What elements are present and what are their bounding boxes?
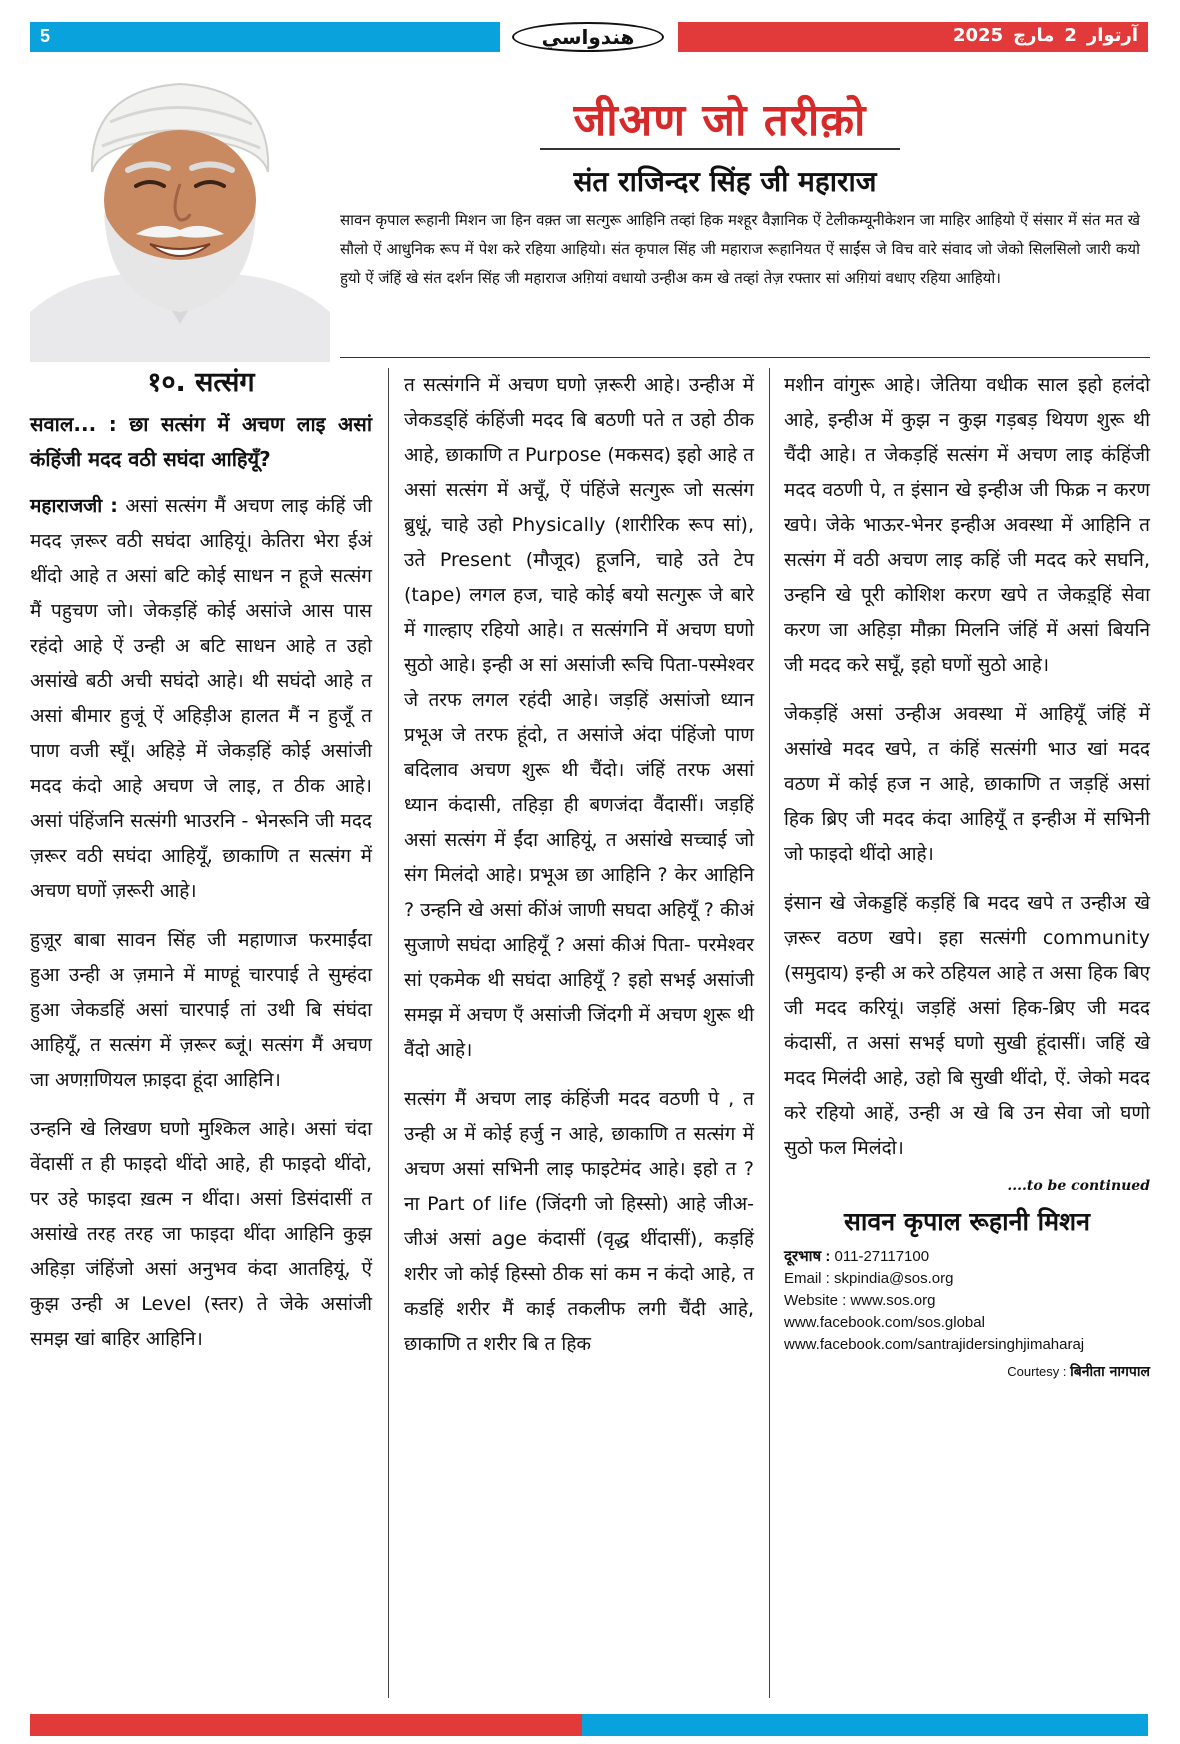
date-year: 2025 <box>953 25 1004 46</box>
answer-text-1: असां सत्संग मैं अचण लाइ कंहिं जी मदद ज़रूर वठी सघंदा आहियूं। केतिरा भेरा ईअं थींदो आहे त असां बटि कोई साधन न हूजे सत्संग मैं पहुचण जो। जेकड़हिं कोई असांजे आस पास रहंदो आहे ऐं उन्ही अ बटि साधन आहे त उहो असांखे बठी अची सघंदो आहे। थी सघंदो आहे त असां बीमार हुजूं ऐं अहिड़ीअ हालत मैं न हुजूँ त पाण वजी स्घूँ। अहिड़े में जेकड़हिं कोई असांजी मदद कंदो आहे अचण जे लाइ, त ठीक आहे। असां पंहिंजनि सत्संगी भाउरनि - भेनरूनि जी मदद ज़रूर वठी सघंदा आहियूँ, छाकाणि त सत्संग में अचण घणों ज़रूरी आहे। <box>30 495 372 902</box>
column-divider-1 <box>388 368 389 1698</box>
paragraph-col3-1: मशीन वांगुरू आहे। जेतिया वधीक साल इहो हलंदो आहे, इन्हीअ में कुझ न कुझ गड़बड़ थियण शुरू थी चैंदी आहे। त जेकड़हिं सत्संग में अचण लाइ कंहिंजी मदद वठणी पे, त इंसान खे इन्हीअ जी फिक्र न करण खपे। जेके भाऊर-भेनर इन्हीअ अवस्था में आहिनि त सत्संग में वठी अचण लाइ कहिं जी मदद करे सघनि, उन्हनि खे पूरी कोशिश करण खपे त जेकड़्हिं सेवा करण जा अहिड़ा मौक़ा मिलनि जंहिं में असां बियनि जी मदद करे सघूँ, इहो घणों सुठो आहे। <box>784 374 1150 676</box>
footer-band <box>30 1714 1148 1736</box>
paragraph-col2-1: त सत्संगनि में अचण घणो ज़रूरी आहे। उन्हीअ में जेकडड्हिं कंहिंजी मदद बि बठणी पते त उहो ठीक आहे, छाकाणि त Purpose (मकसद) इहो आहे त असां सत्संग में अचूँ, ऐं पंहिंजे सत्गुरू जो सत्संग ब्रुधूं, चाहे उहो Physically (शारीरिक रूप सां), उते Present (मौजूद) हूजनि, चाहे उते टेप (tape) लगल हज, चाहे कोई बयो सत्गुरू जे बारे में गाल्हाए रहियो आहे। त सत्संगनि में अचण घणो सुठो आहे। इन्ही अ सां असांजी रूचि पिता-पस्मेश्वर जे तरफ लगल रहंदी आहे। जड़हिं असांजो ध्यान प्रभूअ जे तरफ हूंदो, त असांजे अंदा पंहिंजो पाण बदिलाव अचण शुरू थी चैंदो। जंहिं तरफ असां ध्यान कंदासी, तहिड़ा ही बणजंदा वैंदासीं। जड़हिं असां सत्संग में ईंदा आहियूं, त असांखे सच्चाई जो संग मिलंदो आहे। प्रभूअ छा आहिनि ? केर आहिनि ? उन्हनि खे असां कींअं जाणी सघदा अहियूँ ? कीअं सुजाणे सघंदा आहियूँ ? असां कीअं पिता- परमेश्वर सां एकमेक थी सघंदा आहियूँ ? इहो सभई असांजी समझ में अचण एँ असांजी जिंदगी में अचण शुरू थी वैंदो आहे। <box>404 374 754 1061</box>
date-month: مارچ <box>1013 25 1055 46</box>
article-intro: सावन कृपाल रूहानी मिशन जा हिन वक़्त जा सत्गुरू आहिनि तव्हां हिक मश्हूर वैज्ञानिक ऐं टेलीकम्यूनीकेशन जा माहिर आहियो ऐं संसार में संत मत खे सौलो ऐं आधुनिक रूप में पेश करे रहिया आहियो। संत कृपाल सिंह जी महाराज रूहानियत ऐं साईंस जे विच वारे संवाद जो जेको सिलसिलो जारी कयो हुयो ऐं जंहिं खे संत दर्शन सिंह जी महाराज अग़ियां वधायो उन्हीअ कम खे तव्हां तेज़ रफ्तार सां अग़ियां वधाए रहिया आहियो। <box>340 211 1140 287</box>
section-heading: १०. सत्संग <box>147 367 255 398</box>
page-number: 5 <box>40 26 51 46</box>
date-weekday: آرتوار <box>1086 25 1138 46</box>
masthead-name: هندواسي <box>541 25 635 49</box>
title-underline <box>540 148 900 150</box>
mission-name: सावन कृपाल रूहानी मिशन <box>844 1207 1090 1236</box>
courtesy-label: Courtesy : <box>1007 1364 1067 1379</box>
column-1 <box>30 368 372 1371</box>
article-title: जीअण जो तरीक़ो <box>573 95 867 146</box>
paragraph-col1-2: हुज़ूर बाबा सावन सिंह जी महाणाज फरमाईंदा हुआ उन्ही अ ज़माने में माण्हूं चारपाई ते सुम्हंदा हुआ जेकडहिं असां चारपाई तां उथी बि संघंदा आहियूँ, त सत्संग में ज़रूर ब्जूं। सत्संग मैं अचण जा अणग़णियल फ़ाइदा हूंदा आहिनि। <box>30 929 372 1091</box>
footer-band-red <box>30 1714 582 1736</box>
contact-email: Email : skpindia@sos.org <box>784 1270 954 1287</box>
contact-facebook-1: www.facebook.com/sos.global <box>784 1314 985 1331</box>
paragraph-col3-2: जेकड़हिं असां उन्हीअ अवस्था में आहियूँ जंहिं में असांखे मदद खपे, त कंहिं सत्संगी भाउ खां मदद वठण में कोई हज न आहे, छाकाणि त जड़हिं असां हिक ब्रिए जी मदद कंदा आहियूँ त इन्हीअ में सभिनी जो फाइदो थींदो आहे। <box>784 703 1150 865</box>
author-portrait <box>30 62 330 362</box>
column-2 <box>404 368 754 1376</box>
contact-website: Website : www.sos.org <box>784 1292 936 1309</box>
footer-band-blue <box>582 1714 1148 1736</box>
answer-paragraph-1 <box>30 489 372 909</box>
contact-phone <box>784 1246 1150 1268</box>
column-3 <box>784 368 1150 1398</box>
header-band-blue <box>30 22 500 52</box>
date-day: 2 <box>1064 25 1077 46</box>
contact-facebook-2: www.facebook.com/santrajidersinghjimaharaj <box>784 1336 1085 1353</box>
phone-label: दूरभाष : <box>784 1248 831 1265</box>
paragraph-col1-3: उन्हनि खे लिखण घणो मुश्किल आहे। असां चंदा वेंदासीं त ही फाइदो थींदो आहे, ही फाइदो थींदो, पर उहे फाइदा ख़त्म न थींदा। असां डिसंदासीं त असांखे तरह तरह जा फाइदा थींदा आहिनि कुझ अहिड़ा जंहिंजो असां अनुभव कंदा आतहियूं, ऐं कुझ उन्ही अ Level (स्तर) ते जेके असांजी समझ खां बाहिर आहिनि। <box>30 1118 372 1350</box>
question-text: सवाल... : छा सत्संग में अचण लाइ असां कंहिंजी मदद वठी सघंदा आहियूँ? <box>30 412 372 471</box>
masthead-logo <box>508 20 668 54</box>
header-band <box>30 22 1148 52</box>
intro-divider <box>340 357 1150 358</box>
article-author: संत राजिन्दर सिंह जी महाराज <box>573 165 877 198</box>
dateline <box>943 25 1138 46</box>
to-be-continued: ....to be continued <box>1007 1178 1150 1194</box>
courtesy-name: बिनीता नागपाल <box>1070 1364 1150 1380</box>
courtesy-line <box>784 1360 1150 1384</box>
paragraph-col2-2: सत्संग मैं अचण लाइ कंहिंजी मदद वठणी पे , त उन्ही अ में कोई हर्जु न आहे, छाकाणि त सत्संग में अचण असां सभिनी लाइ फाइटेमंद आहे। इहो त ? ना Part of life (जिंदगी जो हिस्सो) आहे जीअ-जीअं असां age कंदासीं (वृद्ध थींदासीं), कड़हिं शरीर जो कोई हिस्सो ठीक सां कम न कंदो आहे, त कडहिं शरीर मैं काई तकलीफ लगी चैंदी आहे, छाकाणि त शरीर बि त हिक <box>404 1088 754 1355</box>
speaker-label: महाराजजी : <box>30 495 118 517</box>
portrait-illustration <box>30 62 330 362</box>
paragraph-col3-3: इंसान खे जेकड्डहिं कड़हिं बि मदद खपे त उन्हीअ खे ज़रूर वठण खपे। इहा सत्संगी community (समुदाय) इन्ही अ करे ठहियल आहे त असा हिक बिए जी मदद करियूं। जड़हिं असां हिक-ब्रिए जी मदद कंदासीं, त असां सभई घणो सुखी हूंदासीं। जहिं खे मदद मिलंदी आहे, उहो बि सुखी थींदो, ऐं. जेको मदद करे रहियो आहें, उन्ही अ खे बि उन सेवा जो घणो सुठो फल मिलंदो। <box>784 892 1150 1159</box>
phone-number: 011-27117100 <box>834 1248 930 1265</box>
column-divider-2 <box>769 368 770 1698</box>
